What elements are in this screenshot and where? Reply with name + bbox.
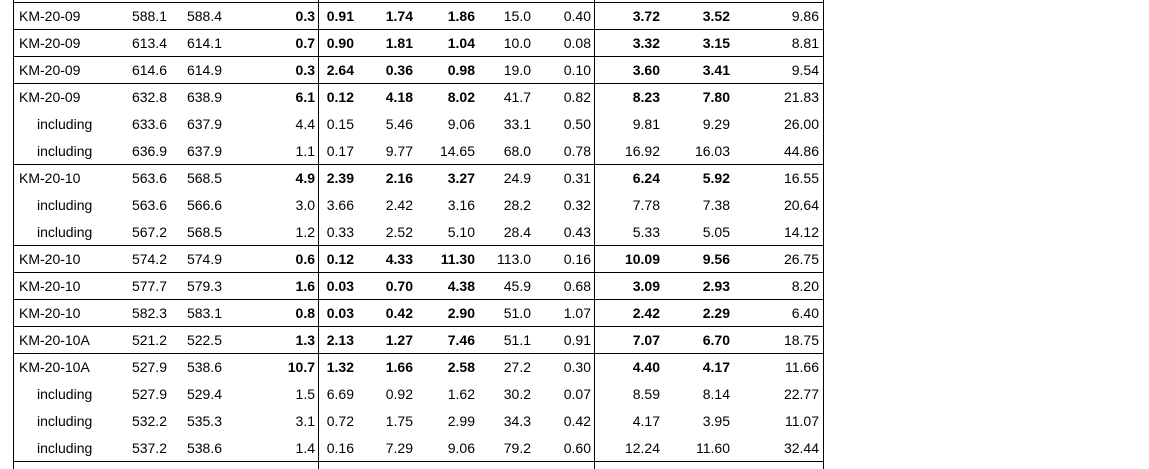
value-7-cell[interactable]: 8.14 xyxy=(702,386,730,402)
value-6-cell[interactable]: 2.42 xyxy=(632,305,660,321)
value-8-cell[interactable]: 32.44 xyxy=(783,440,819,456)
value-8-cell[interactable]: 18.75 xyxy=(783,332,819,348)
value-6-cell[interactable]: 4.17 xyxy=(632,413,660,429)
value-3-cell[interactable]: 14.65 xyxy=(439,143,475,159)
including-row xyxy=(13,111,823,138)
interval-row xyxy=(13,84,823,111)
value-8-cell[interactable]: 44.86 xyxy=(783,143,819,159)
value-5-cell[interactable]: 0.07 xyxy=(563,386,591,402)
from-cell[interactable]: 614.6 xyxy=(131,62,167,78)
to-cell[interactable]: 522.5 xyxy=(186,332,222,348)
hole-id-cell[interactable]: KM-20-09 xyxy=(19,62,81,78)
from-cell[interactable]: 567.2 xyxy=(131,224,167,240)
value-7-cell[interactable]: 3.41 xyxy=(702,62,730,78)
length-cell[interactable]: 1.6 xyxy=(295,278,315,294)
value-7-cell[interactable]: 3.15 xyxy=(702,35,730,51)
value-5-cell[interactable]: 1.07 xyxy=(563,305,591,321)
value-7-cell[interactable]: 7.38 xyxy=(702,197,730,213)
value-5-cell[interactable]: 0.08 xyxy=(563,35,591,51)
value-3-cell[interactable]: 1.86 xyxy=(447,8,475,24)
interval-row xyxy=(13,300,823,327)
from-cell[interactable]: 588.1 xyxy=(131,8,167,24)
value-4-cell[interactable]: 51.0 xyxy=(503,305,531,321)
value-2-cell[interactable]: 2.16 xyxy=(385,170,413,186)
value-2-cell[interactable]: 1.27 xyxy=(385,332,413,348)
interval-row xyxy=(13,246,823,273)
length-cell[interactable]: 10.7 xyxy=(287,359,315,375)
from-cell[interactable]: 577.7 xyxy=(131,278,167,294)
value-2-cell[interactable]: 1.81 xyxy=(385,35,413,51)
hole-id-cell[interactable]: including xyxy=(37,440,93,456)
value-4-cell[interactable]: 15.0 xyxy=(503,8,531,24)
value-5-cell[interactable]: 0.50 xyxy=(563,116,591,132)
drill-results-table xyxy=(13,2,823,462)
value-5-cell[interactable]: 0.91 xyxy=(563,332,591,348)
value-4-cell[interactable]: 51.1 xyxy=(503,332,531,348)
value-7-cell[interactable]: 16.03 xyxy=(694,143,730,159)
value-4-cell[interactable]: 27.2 xyxy=(503,359,531,375)
value-6-cell[interactable]: 9.81 xyxy=(632,116,660,132)
hole-id-cell[interactable]: including xyxy=(37,116,93,132)
value-2-cell[interactable]: 1.75 xyxy=(385,413,413,429)
to-cell[interactable]: 574.9 xyxy=(186,251,222,267)
hole-id-cell[interactable]: KM-20-09 xyxy=(19,8,81,24)
interval-row xyxy=(13,30,823,57)
value-7-cell[interactable]: 2.93 xyxy=(702,278,730,294)
value-7-cell[interactable]: 2.29 xyxy=(702,305,730,321)
from-cell[interactable]: 527.9 xyxy=(131,359,167,375)
from-cell[interactable]: 521.2 xyxy=(131,332,167,348)
length-cell[interactable]: 1.3 xyxy=(295,332,315,348)
length-cell[interactable]: 6.1 xyxy=(295,89,315,105)
value-2-cell[interactable]: 7.29 xyxy=(385,440,413,456)
length-cell[interactable]: 1.1 xyxy=(295,143,315,159)
value-8-cell[interactable]: 21.83 xyxy=(783,89,819,105)
interval-row xyxy=(13,273,823,300)
value-7-cell[interactable]: 9.29 xyxy=(702,116,730,132)
value-6-cell[interactable]: 7.07 xyxy=(632,332,660,348)
value-6-cell[interactable]: 8.23 xyxy=(632,89,660,105)
value-8-cell[interactable]: 8.20 xyxy=(791,278,819,294)
value-2-cell[interactable]: 9.77 xyxy=(385,143,413,159)
to-cell[interactable]: 588.4 xyxy=(186,8,222,24)
value-2-cell[interactable]: 0.70 xyxy=(385,278,413,294)
value-7-cell[interactable]: 3.52 xyxy=(702,8,730,24)
value-1-cell[interactable]: 0.16 xyxy=(326,440,354,456)
length-cell[interactable]: 0.3 xyxy=(295,62,315,78)
value-3-cell[interactable]: 0.98 xyxy=(447,62,475,78)
value-5-cell[interactable]: 0.10 xyxy=(563,62,591,78)
length-cell[interactable]: 1.5 xyxy=(295,386,315,402)
value-1-cell[interactable]: 0.90 xyxy=(326,35,354,51)
value-6-cell[interactable]: 3.72 xyxy=(632,8,660,24)
value-1-cell[interactable]: 2.64 xyxy=(326,62,354,78)
value-4-cell[interactable]: 68.0 xyxy=(503,143,531,159)
value-5-cell[interactable]: 0.40 xyxy=(563,8,591,24)
from-cell[interactable]: 633.6 xyxy=(131,116,167,132)
value-8-cell[interactable]: 11.07 xyxy=(785,413,819,429)
length-cell[interactable]: 4.9 xyxy=(295,170,315,186)
interval-row xyxy=(13,354,823,381)
length-cell[interactable]: 0.7 xyxy=(295,35,315,51)
value-1-cell[interactable]: 0.12 xyxy=(326,89,354,105)
value-6-cell[interactable]: 5.33 xyxy=(632,224,660,240)
from-cell[interactable]: 582.3 xyxy=(131,305,167,321)
hole-id-cell[interactable]: KM-20-10 xyxy=(19,170,81,186)
value-6-cell[interactable]: 3.32 xyxy=(632,35,660,51)
value-6-cell[interactable]: 7.78 xyxy=(632,197,660,213)
to-cell[interactable]: 614.9 xyxy=(186,62,222,78)
value-4-cell[interactable]: 28.2 xyxy=(503,197,531,213)
value-5-cell[interactable]: 0.42 xyxy=(563,413,591,429)
value-6-cell[interactable]: 4.40 xyxy=(632,359,660,375)
hole-id-cell[interactable]: including xyxy=(37,197,93,213)
value-7-cell[interactable]: 5.92 xyxy=(702,170,730,186)
to-cell[interactable]: 637.9 xyxy=(186,116,222,132)
hole-id-cell[interactable]: KM-20-09 xyxy=(19,35,81,51)
value-8-cell[interactable]: 11.66 xyxy=(785,359,819,375)
to-cell[interactable]: 583.1 xyxy=(186,305,222,321)
value-1-cell[interactable]: 0.33 xyxy=(326,224,354,240)
hole-id-cell[interactable]: including xyxy=(37,143,93,159)
value-2-cell[interactable]: 0.42 xyxy=(385,305,413,321)
hole-id-cell[interactable]: including xyxy=(37,224,93,240)
value-3-cell[interactable]: 11.30 xyxy=(440,251,475,267)
including-row xyxy=(13,381,823,408)
value-4-cell[interactable]: 45.9 xyxy=(503,278,531,294)
value-4-cell[interactable]: 19.0 xyxy=(503,62,531,78)
table-vertical-border-mid xyxy=(594,0,595,469)
value-5-cell[interactable]: 0.60 xyxy=(563,440,591,456)
value-8-cell[interactable]: 22.77 xyxy=(783,386,819,402)
value-7-cell[interactable]: 6.70 xyxy=(702,332,730,348)
value-4-cell[interactable]: 41.7 xyxy=(503,89,531,105)
value-5-cell[interactable]: 0.78 xyxy=(563,143,591,159)
value-4-cell[interactable]: 79.2 xyxy=(503,440,531,456)
value-5-cell[interactable]: 0.16 xyxy=(563,251,591,267)
value-8-cell[interactable]: 8.81 xyxy=(791,35,819,51)
from-cell[interactable]: 563.6 xyxy=(131,170,167,186)
value-2-cell[interactable]: 0.92 xyxy=(385,386,413,402)
from-cell[interactable]: 563.6 xyxy=(131,197,167,213)
value-8-cell[interactable]: 14.12 xyxy=(783,224,819,240)
value-6-cell[interactable]: 3.09 xyxy=(632,278,660,294)
hole-id-cell[interactable]: KM-20-10 xyxy=(19,278,81,294)
value-2-cell[interactable]: 4.33 xyxy=(385,251,413,267)
value-3-cell[interactable]: 3.27 xyxy=(447,170,475,186)
value-4-cell[interactable]: 34.3 xyxy=(503,413,531,429)
value-4-cell[interactable]: 28.4 xyxy=(503,224,531,240)
length-cell[interactable]: 1.2 xyxy=(295,224,315,240)
from-cell[interactable]: 632.8 xyxy=(131,89,167,105)
value-3-cell[interactable]: 2.90 xyxy=(447,305,475,321)
value-4-cell[interactable]: 33.1 xyxy=(503,116,531,132)
from-cell[interactable]: 537.2 xyxy=(131,440,167,456)
value-3-cell[interactable]: 9.06 xyxy=(447,116,475,132)
value-8-cell[interactable]: 9.54 xyxy=(791,62,819,78)
interval-row xyxy=(13,57,823,84)
hole-id-cell[interactable]: including xyxy=(37,386,93,402)
including-row xyxy=(13,408,823,435)
value-1-cell[interactable]: 0.03 xyxy=(326,278,354,294)
value-4-cell[interactable]: 113.0 xyxy=(497,251,531,267)
from-cell[interactable]: 613.4 xyxy=(131,35,167,51)
from-cell[interactable]: 574.2 xyxy=(131,251,167,267)
value-5-cell[interactable]: 0.68 xyxy=(563,278,591,294)
including-row xyxy=(13,219,823,246)
value-3-cell[interactable]: 8.02 xyxy=(447,89,475,105)
length-cell[interactable]: 0.6 xyxy=(295,251,315,267)
value-3-cell[interactable]: 9.06 xyxy=(447,440,475,456)
value-8-cell[interactable]: 6.40 xyxy=(791,305,819,321)
to-cell[interactable]: 538.6 xyxy=(186,440,222,456)
value-5-cell[interactable]: 0.31 xyxy=(563,170,591,186)
including-row xyxy=(13,435,823,462)
value-8-cell[interactable]: 20.64 xyxy=(783,197,819,213)
to-cell[interactable]: 566.6 xyxy=(186,197,222,213)
table-vertical-border-after-length xyxy=(318,0,319,469)
value-7-cell[interactable]: 4.17 xyxy=(702,359,730,375)
value-2-cell[interactable]: 2.42 xyxy=(385,197,413,213)
value-6-cell[interactable]: 16.92 xyxy=(624,143,660,159)
length-cell[interactable]: 3.0 xyxy=(295,197,315,213)
value-7-cell[interactable]: 5.05 xyxy=(702,224,730,240)
from-cell[interactable]: 532.2 xyxy=(131,413,167,429)
value-2-cell[interactable]: 2.52 xyxy=(385,224,413,240)
value-1-cell[interactable]: 3.66 xyxy=(326,197,354,213)
value-7-cell[interactable]: 3.95 xyxy=(702,413,730,429)
value-3-cell[interactable]: 1.04 xyxy=(447,35,475,51)
including-row xyxy=(13,138,823,165)
value-4-cell[interactable]: 30.2 xyxy=(503,386,531,402)
value-5-cell[interactable]: 0.82 xyxy=(563,89,591,105)
value-2-cell[interactable]: 0.36 xyxy=(385,62,413,78)
length-cell[interactable]: 4.4 xyxy=(295,116,315,132)
value-8-cell[interactable]: 26.75 xyxy=(783,251,819,267)
value-6-cell[interactable]: 3.60 xyxy=(632,62,660,78)
value-2-cell[interactable]: 1.74 xyxy=(385,8,413,24)
value-1-cell[interactable]: 1.32 xyxy=(326,359,354,375)
value-6-cell[interactable]: 12.24 xyxy=(624,440,660,456)
to-cell[interactable]: 568.5 xyxy=(186,224,222,240)
hole-id-cell[interactable]: including xyxy=(37,413,93,429)
value-3-cell[interactable]: 1.62 xyxy=(447,386,475,402)
value-7-cell[interactable]: 7.80 xyxy=(702,89,730,105)
value-5-cell[interactable]: 0.32 xyxy=(563,197,591,213)
to-cell[interactable]: 638.9 xyxy=(186,89,222,105)
value-6-cell[interactable]: 8.59 xyxy=(632,386,660,402)
value-4-cell[interactable]: 24.9 xyxy=(503,170,531,186)
to-cell[interactable]: 568.5 xyxy=(186,170,222,186)
to-cell[interactable]: 579.3 xyxy=(186,278,222,294)
value-3-cell[interactable]: 2.99 xyxy=(447,413,475,429)
hole-id-cell[interactable]: KM-20-09 xyxy=(19,89,81,105)
value-6-cell[interactable]: 6.24 xyxy=(632,170,660,186)
value-1-cell[interactable]: 6.69 xyxy=(326,386,354,402)
to-cell[interactable]: 614.1 xyxy=(186,35,222,51)
value-3-cell[interactable]: 2.58 xyxy=(447,359,475,375)
including-row xyxy=(13,192,823,219)
from-cell[interactable]: 527.9 xyxy=(131,386,167,402)
table-vertical-border-right xyxy=(823,0,824,469)
value-7-cell[interactable]: 9.56 xyxy=(702,251,730,267)
value-1-cell[interactable]: 0.12 xyxy=(326,251,354,267)
length-cell[interactable]: 0.8 xyxy=(295,305,315,321)
value-1-cell[interactable]: 2.13 xyxy=(326,332,354,348)
length-cell[interactable]: 1.4 xyxy=(295,440,315,456)
value-1-cell[interactable]: 0.91 xyxy=(326,8,354,24)
hole-id-cell[interactable]: KM-20-10 xyxy=(19,251,81,267)
value-1-cell[interactable]: 2.39 xyxy=(326,170,354,186)
to-cell[interactable]: 535.3 xyxy=(186,413,222,429)
value-1-cell[interactable]: 0.17 xyxy=(326,143,354,159)
to-cell[interactable]: 529.4 xyxy=(186,386,222,402)
value-1-cell[interactable]: 0.03 xyxy=(326,305,354,321)
hole-id-cell[interactable]: KM-20-10A xyxy=(19,332,90,348)
interval-row xyxy=(13,3,823,30)
value-8-cell[interactable]: 16.55 xyxy=(783,170,819,186)
hole-id-cell[interactable]: KM-20-10 xyxy=(19,305,81,321)
value-3-cell[interactable]: 7.46 xyxy=(447,332,475,348)
length-cell[interactable]: 0.3 xyxy=(295,8,315,24)
value-3-cell[interactable]: 5.10 xyxy=(447,224,475,240)
value-3-cell[interactable]: 3.16 xyxy=(447,197,475,213)
value-7-cell[interactable]: 11.60 xyxy=(696,440,730,456)
length-cell[interactable]: 3.1 xyxy=(295,413,315,429)
value-2-cell[interactable]: 4.18 xyxy=(385,89,413,105)
hole-id-cell[interactable]: KM-20-10A xyxy=(19,359,90,375)
value-5-cell[interactable]: 0.43 xyxy=(563,224,591,240)
value-1-cell[interactable]: 0.72 xyxy=(326,413,354,429)
value-6-cell[interactable]: 10.09 xyxy=(624,251,660,267)
interval-row xyxy=(13,327,823,354)
value-3-cell[interactable]: 4.38 xyxy=(447,278,475,294)
from-cell[interactable]: 636.9 xyxy=(131,143,167,159)
value-2-cell[interactable]: 1.66 xyxy=(385,359,413,375)
value-1-cell[interactable]: 0.15 xyxy=(326,116,354,132)
to-cell[interactable]: 538.6 xyxy=(186,359,222,375)
value-8-cell[interactable]: 26.00 xyxy=(783,116,819,132)
interval-row xyxy=(13,165,823,192)
value-2-cell[interactable]: 5.46 xyxy=(385,116,413,132)
value-5-cell[interactable]: 0.30 xyxy=(563,359,591,375)
value-8-cell[interactable]: 9.86 xyxy=(791,8,819,24)
to-cell[interactable]: 637.9 xyxy=(186,143,222,159)
table-vertical-border-left xyxy=(13,0,14,469)
value-4-cell[interactable]: 10.0 xyxy=(503,35,531,51)
